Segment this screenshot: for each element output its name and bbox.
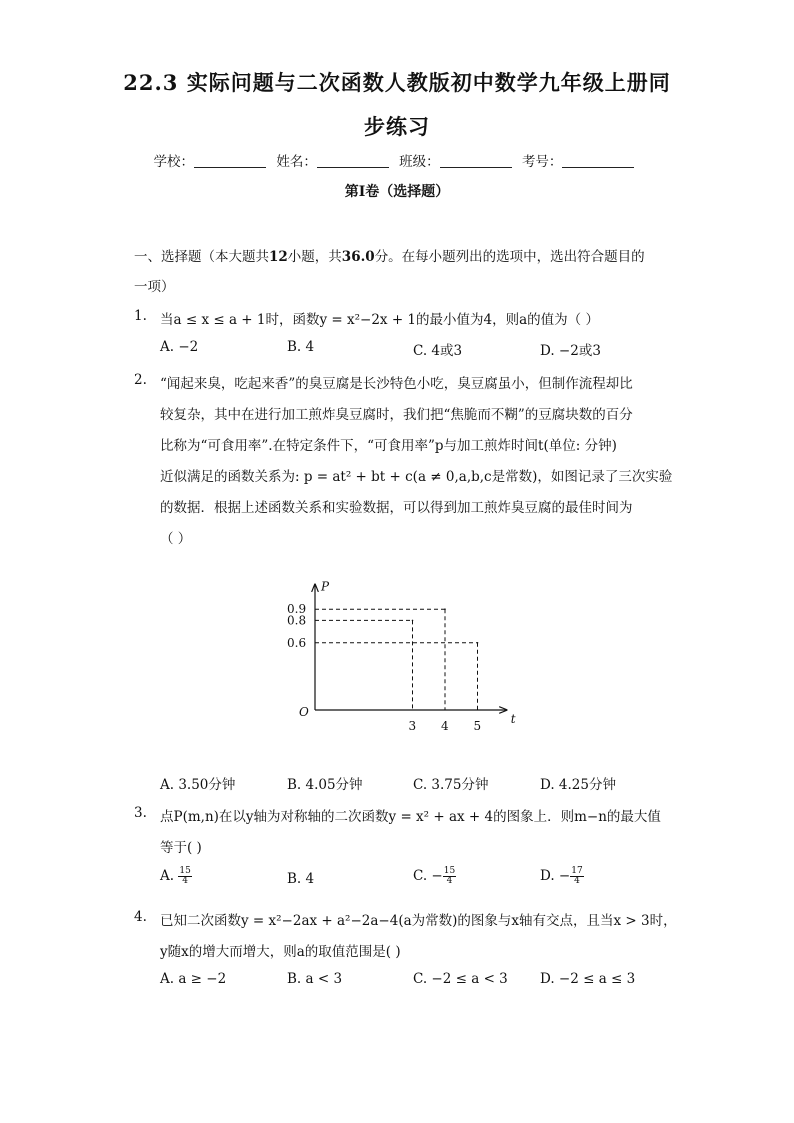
id-label: 考号： (521, 154, 563, 170)
origin-label: O (299, 705, 309, 719)
question-4-line: 已知二次函数y = x²−2ax + a²−2a−4(a为常数)的图象与x轴有交点，且当x > 3时， (160, 913, 677, 929)
q4-option-d[interactable]: D. −2 ≤ a ≤ 3 (540, 971, 636, 987)
section-intro-line2: 一项） (134, 279, 175, 295)
q3-option-b[interactable]: B. 4 (287, 871, 315, 887)
question-4-line: y随x的增大而增大，则a的取值范围是( ) (160, 944, 401, 960)
x-tick-label: 5 (473, 719, 482, 733)
volume-heading: 第I卷（选择题） (344, 184, 450, 200)
question-number: 2. (134, 372, 147, 388)
q3-option-a[interactable]: A. $\frac{15}{4}$ (160, 866, 191, 886)
question-3-line: 点P(m,n)在以y轴为对称轴的二次函数y = x² + ax + 4的图象上．则m−n的最大值 (160, 809, 661, 825)
x-axis-label: t (510, 712, 516, 726)
q1-option-d[interactable]: D. −2或3 (540, 343, 601, 359)
page-title-line2: 步练习 (364, 114, 430, 139)
data-point (444, 608, 446, 610)
q3-option-d[interactable]: D. − $\frac{17}{4}$ (540, 866, 583, 886)
question-number: 4. (134, 909, 147, 925)
school-blank[interactable] (194, 153, 266, 168)
question-2-line: 近似满足的函数关系为: p = at² + bt + c(a ≠ 0,a,b,c是常数)，如图记录了三次实验 (160, 469, 673, 485)
question-3-line: 等于( ) (160, 840, 202, 856)
school-label: 学校： (153, 154, 195, 170)
q4-option-a[interactable]: A. a ≥ −2 (160, 971, 227, 987)
name-blank[interactable] (317, 153, 389, 168)
data-point (412, 620, 414, 622)
question-2-line: 的数据．根据上述函数关系和实验数据，可以得到加工煎炸臭豆腐的最佳时间为 (160, 500, 633, 516)
q1-option-b[interactable]: B. 4 (287, 339, 315, 355)
experiment-chart (270, 540, 516, 740)
question-number: 1. (134, 308, 147, 324)
q4-option-c[interactable]: C. −2 ≤ a < 3 (413, 971, 508, 987)
x-tick-label: 4 (441, 719, 449, 733)
id-blank[interactable] (562, 153, 634, 168)
q1-option-c[interactable]: C. 4或3 (413, 343, 463, 359)
q2-option-c[interactable]: C. 3.75分钟 (413, 777, 489, 793)
x-tick-label: 3 (408, 719, 417, 733)
page-title-line1: 22.3 实际问题与二次函数人教版初中数学九年级上册同 (123, 70, 671, 95)
question-number: 3. (134, 805, 147, 821)
y-axis-label: P (321, 579, 330, 594)
q2-option-a[interactable]: A. 3.50分钟 (160, 777, 236, 793)
q4-option-b[interactable]: B. a < 3 (287, 971, 343, 987)
q2-option-b[interactable]: B. 4.05分钟 (287, 777, 363, 793)
name-label: 姓名： (276, 154, 317, 170)
fraction: $\frac{17}{4}$ (571, 866, 583, 886)
y-tick-label: 0.6 (287, 635, 307, 650)
question-2-line: 比称为“可食用率”.在特定条件下，“可食用率”p与加工煎炸时间t(单位: 分钟) (160, 438, 617, 454)
q1-option-a[interactable]: A. −2 (160, 339, 199, 355)
class-label: 班级： (399, 154, 440, 170)
class-blank[interactable] (440, 153, 512, 168)
question-2-line: “闻起来臭，吃起来香”的臭豆腐是长沙特色小吃，臭豆腐虽小，但制作流程却比 (160, 376, 633, 392)
data-point (477, 642, 479, 644)
question-2-line: 较复杂，其中在进行加工煎炸臭豆腐时，我们把“焦脆而不糊”的豆腐块数的百分 (160, 407, 633, 423)
fraction: $\frac{15}{4}$ (179, 866, 191, 886)
fraction: $\frac{15}{4}$ (443, 866, 456, 886)
q3-option-c[interactable]: C. − $\frac{15}{4}$ (413, 866, 456, 886)
q2-option-d[interactable]: D. 4.25分钟 (540, 777, 616, 793)
question-2-line: （ ） (160, 531, 192, 547)
y-tick-label: 0.8 (287, 613, 307, 628)
question-1-text: 当a ≤ x ≤ a + 1时，函数y = x²−2x + 1的最小值为4，则a的值为（ ） (160, 312, 599, 328)
section-intro: 一、选择题（本大题共12小题，共36.0分。在每小题列出的选项中，选出符合题目的 (134, 249, 645, 265)
student-info-row (0, 150, 794, 170)
y-tick-label: 0.9 (287, 602, 307, 617)
